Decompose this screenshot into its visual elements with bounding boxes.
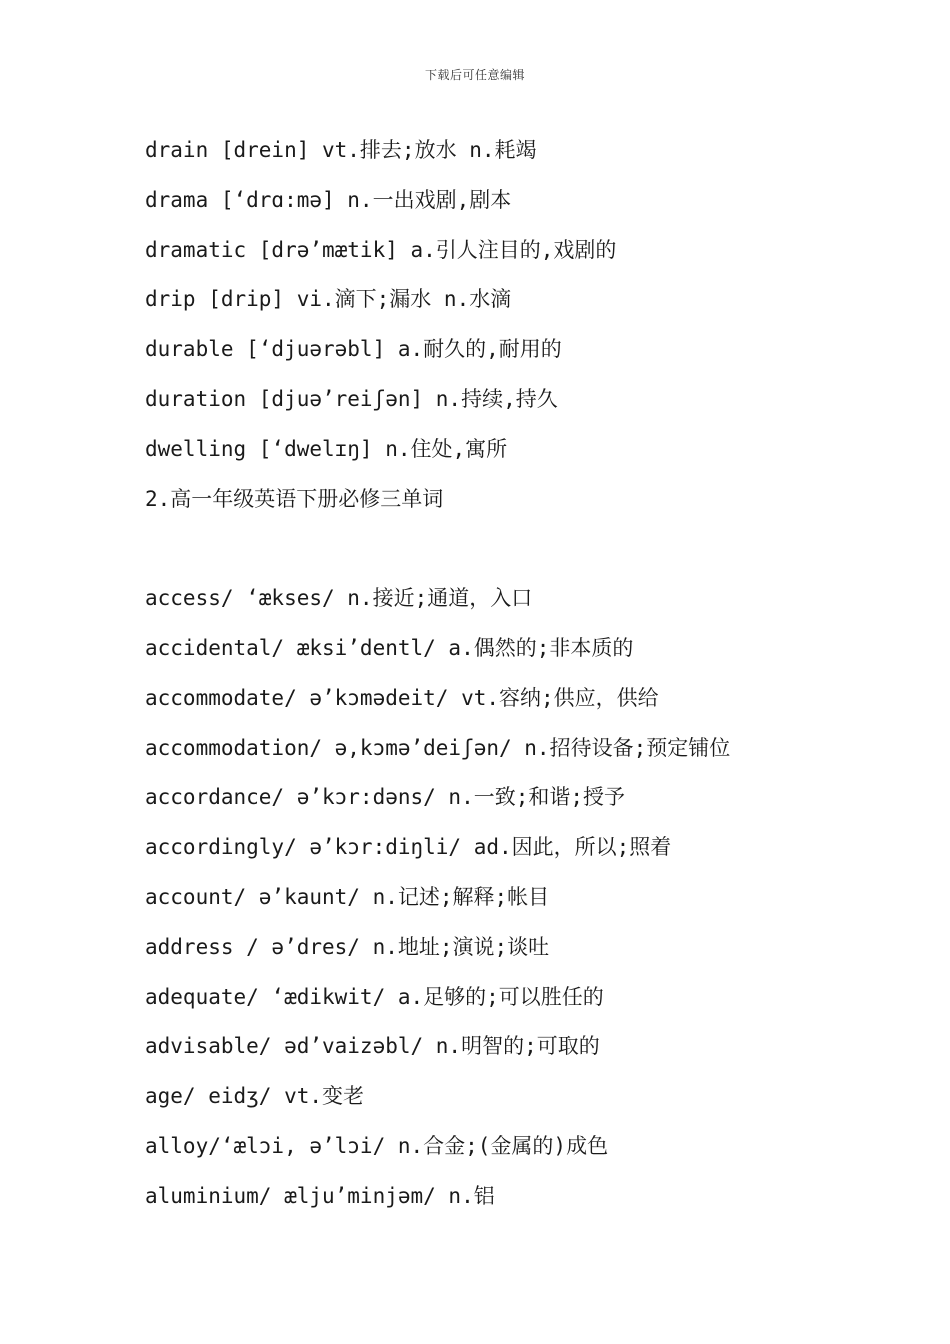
- vocab-entry-drip: drip [drip] vi.滴下;漏水 n.水滴: [145, 287, 512, 312]
- vocab-entry-alloy: alloy/‘ælɔi, ə’lɔi/ n.合金;(金属的)成色: [145, 1133, 609, 1158]
- vocab-entry-accommodation: accommodation/ ə,kɔmə’deiʃən/ n.招待设备;预定铺位: [145, 735, 731, 760]
- vocab-entry-drain: drain [drein] vt.排去;放水 n.耗竭: [145, 138, 537, 162]
- vocab-entry-duration: duration [djuə’reiʃən] n.持续,持久: [145, 386, 558, 411]
- page-header: 下载后可任意编辑: [424, 68, 525, 82]
- section-heading: 2.高一年级英语下册必修三单词: [145, 486, 444, 511]
- vocab-entry-aluminium: aluminium/ ælju’minjəm/ n.铝: [145, 1183, 495, 1208]
- vocab-entry-accordingly: accordingly/ ə’kɔr:diŋli/ ad.因此，所以;照着: [145, 835, 672, 860]
- vocab-entry-advisable: advisable/ əd’vaizəbl/ n.明智的;可取的: [145, 1034, 600, 1059]
- blank-line: [145, 524, 910, 574]
- vocab-entry-accommodate: accommodate/ ə’kɔmədeit/ vt.容纳;供应，供给: [145, 685, 659, 710]
- vocab-entry-address: address / ə’dres/ n.地址;演说;谈吐: [145, 934, 550, 959]
- vocab-entry-dwelling: dwelling [‘dwelɪŋ] n.住处,寓所: [145, 436, 508, 461]
- vocab-entry-account: account/ ə’kaunt/ n.记述;解释;帐目: [145, 884, 550, 909]
- vocab-entry-adequate: adequate/ ‘ædikwit/ a.足够的;可以胜任的: [145, 984, 604, 1009]
- vocab-entry-dramatic: dramatic [drə’mætik] a.引人注目的,戏剧的: [145, 237, 617, 262]
- document-body: [145, 126, 910, 1222]
- vocab-entry-access: access/ ‘ækses/ n.接近;通道，入口: [145, 586, 533, 611]
- vocab-entry-accordance: accordance/ ə’kɔr:dəns/ n.一致;和谐;授予: [145, 785, 626, 810]
- vocab-entry-durable: durable [‘djuərəbl] a.耐久的,耐用的: [145, 337, 562, 362]
- vocab-entry-age: age/ eidʒ/ vt.变老: [145, 1084, 365, 1109]
- vocab-entry-accidental: accidental/ æksi’dentl/ a.偶然的;非本质的: [145, 635, 634, 660]
- vocab-entry-drama: drama [‘drɑ:mə] n.一出戏剧,剧本: [145, 187, 512, 212]
